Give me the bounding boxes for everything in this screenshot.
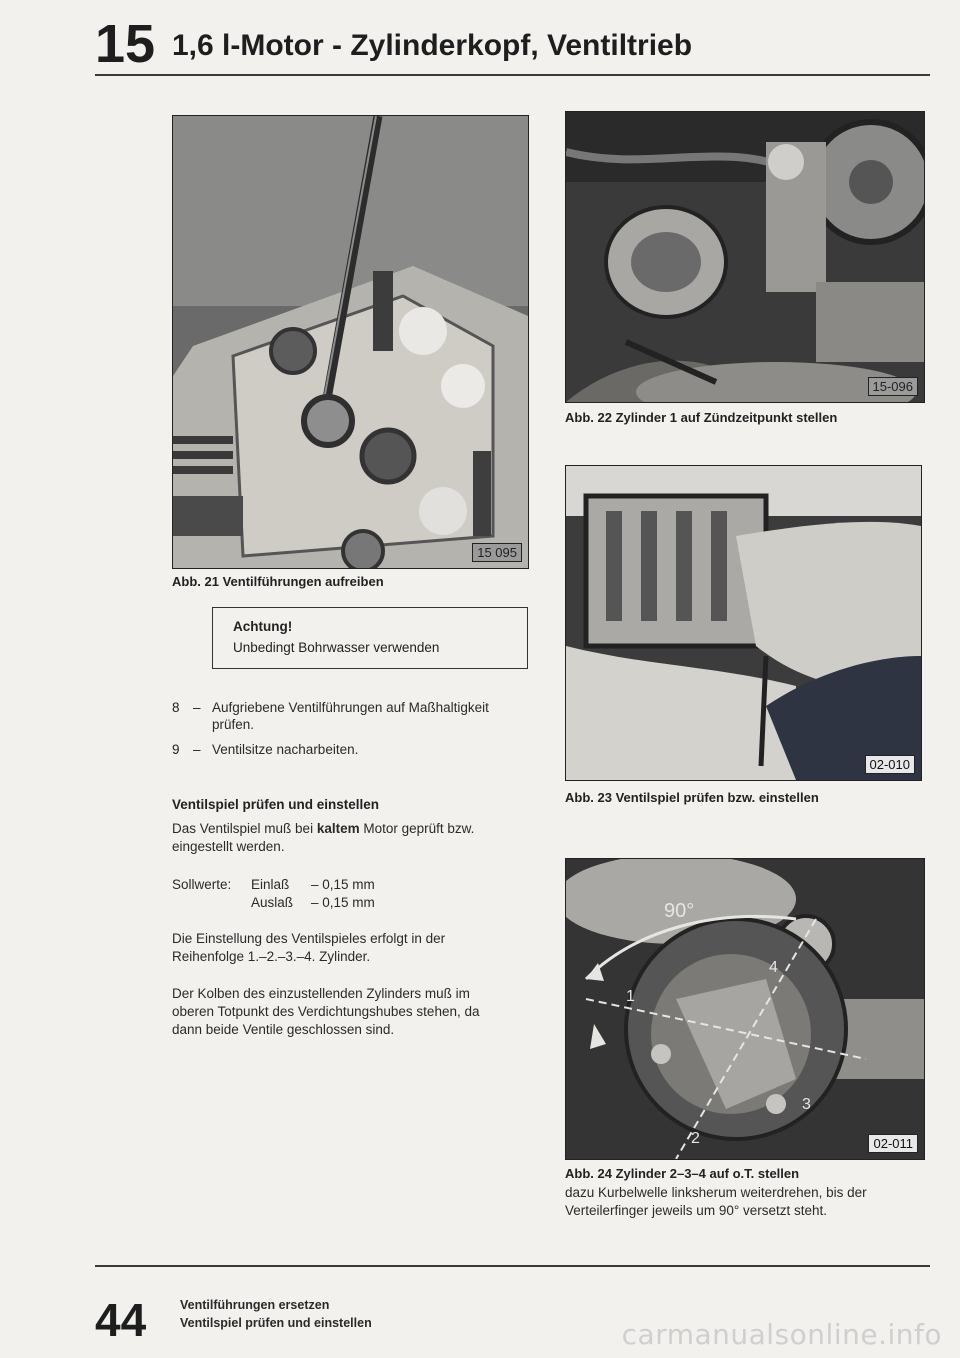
note-title: Achtung! <box>233 619 293 634</box>
page-number: 44 <box>95 1294 147 1346</box>
paragraph-3-line2: oberen Totpunkt des Verdichtungshubes stehen, da <box>172 1004 480 1019</box>
cylinder-2-label: 2 <box>691 1130 700 1147</box>
figure-23-tag: 02-010 <box>865 755 915 774</box>
einlass-value: – 0,15 mm <box>311 877 375 892</box>
figure-23-photo <box>565 465 922 781</box>
paragraph-3-line1: Der Kolben des einzustellenden Zylinders muß im <box>172 986 470 1001</box>
distributor-rotor-photo <box>566 859 924 1159</box>
paragraph-2-line1: Die Einstellung des Ventilspieles erfolgt in der <box>172 931 446 946</box>
watermark: carmanualsonline.info <box>621 1318 942 1351</box>
figure-22-tag: 15-096 <box>868 377 918 396</box>
figure-24-photo <box>565 858 925 1160</box>
sollwerte-label: Sollwerte: <box>172 877 232 892</box>
figure-24-tag: 02-011 <box>868 1134 918 1153</box>
footer-line-1: Ventilführungen ersetzen <box>180 1298 330 1312</box>
paragraph-3-line3: dann beide Ventile geschlossen sind. <box>172 1022 395 1037</box>
angle-label: 90° <box>664 900 695 922</box>
figure-21-caption: Abb. 21 Ventilführungen aufreiben <box>172 574 384 589</box>
cylinder-1-label: 1 <box>626 988 635 1005</box>
step-8-dash: – <box>193 700 201 715</box>
header-rule <box>95 74 930 76</box>
footer-rule <box>95 1265 930 1267</box>
step-9-text: Ventilsitze nacharbeiten. <box>212 742 359 757</box>
valve-adjust-photo <box>566 466 921 780</box>
page-title: 1,6 l-Motor - Zylinderkopf, Ventiltrieb <box>172 29 693 62</box>
cylinder-head-photo <box>173 116 528 568</box>
note-text: Unbedingt Bohrwasser verwenden <box>233 640 440 655</box>
step-8-text-line2: prüfen. <box>212 717 255 732</box>
auslass-value: – 0,15 mm <box>311 895 375 910</box>
figure-22-photo <box>565 111 925 403</box>
figure-24-caption: Abb. 24 Zylinder 2–3–4 auf o.T. stellen <box>565 1166 800 1181</box>
warning-note-box <box>212 607 528 669</box>
einlass-label: Einlaß <box>251 877 290 892</box>
figure-21-tag: 15 095 <box>472 543 522 562</box>
paragraph-2-line2: Reihenfolge 1.–2.–3.–4. Zylinder. <box>172 949 371 964</box>
figure-21-photo <box>172 115 529 569</box>
step-9-dash: – <box>193 742 201 757</box>
figure-24-text-line1: dazu Kurbelwelle linksherum weiterdrehen, bis der <box>565 1185 867 1200</box>
paragraph-1-pre: Das Ventilspiel muß bei <box>172 821 317 836</box>
paragraph-1-line1 <box>172 820 474 838</box>
cylinder-4-label: 4 <box>769 959 778 976</box>
figure-24-text-line2: Verteilerfinger jeweils um 90° versetzt steht. <box>565 1203 828 1218</box>
engine-distributor-photo <box>566 112 924 402</box>
paragraph-1-line2: eingestellt werden. <box>172 839 285 854</box>
step-9-number: 9 <box>172 742 180 757</box>
footer-line-2: Ventilspiel prüfen und einstellen <box>180 1316 372 1330</box>
section-heading: Ventilspiel prüfen und einstellen <box>172 797 380 812</box>
paragraph-1-post: Motor geprüft bzw. <box>359 821 475 836</box>
cylinder-3-label: 3 <box>802 1096 811 1113</box>
auslass-label: Auslaß <box>251 895 294 910</box>
step-8-text-line1: Aufgriebene Ventilführungen auf Maßhaltigkeit <box>212 700 489 715</box>
figure-23-caption: Abb. 23 Ventilspiel prüfen bzw. einstellen <box>565 790 819 805</box>
paragraph-1-bold: kaltem <box>316 821 360 836</box>
step-8-number: 8 <box>172 700 180 715</box>
chapter-number: 15 <box>95 14 156 74</box>
figure-22-caption: Abb. 22 Zylinder 1 auf Zündzeitpunkt stellen <box>565 410 838 425</box>
